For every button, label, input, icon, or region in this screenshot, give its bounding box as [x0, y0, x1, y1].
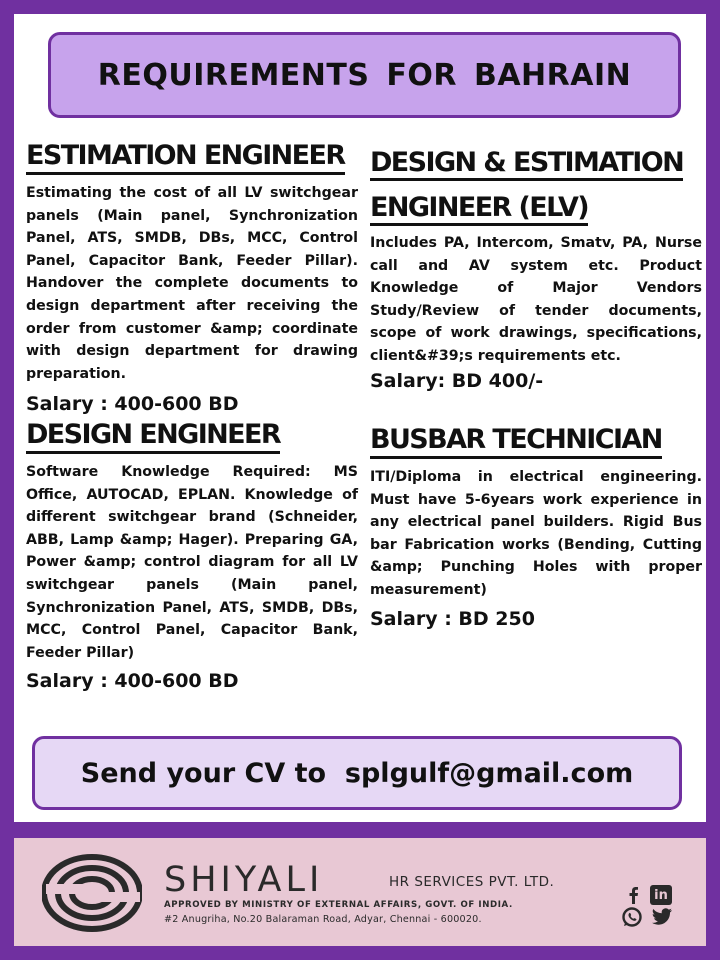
company-name: SHIYALI: [164, 860, 324, 900]
job-salary: Salary : 400-600 BD: [26, 670, 239, 693]
job-title: ESTIMATION ENGINEER: [26, 140, 345, 175]
approval-text: APPROVED BY MINISTRY OF EXTERNAL AFFAIRS, GOVT. OF INDIA.: [164, 900, 513, 910]
job-salary: Salary : 400-600 BD: [26, 393, 239, 416]
job-title: BUSBAR TECHNICIAN: [370, 424, 662, 459]
company-footer: [14, 838, 706, 946]
whatsapp-icon[interactable]: [620, 906, 644, 928]
job-title-line-1: DESIGN & ESTIMATION: [370, 147, 683, 181]
job-title: [370, 140, 683, 230]
company-subtitle: HR SERVICES PVT. LTD.: [389, 874, 555, 890]
job-salary: Salary: BD 400/-: [370, 369, 544, 392]
facebook-icon[interactable]: [624, 886, 642, 904]
job-description: Software Knowledge Required: MS Office, AUTOCAD, EPLAN. Knowledge of different switchgear brand (Schneider, ABB, Lamp &amp; Hager). Preparing GA, Power &amp; control diagram for all LV switchgear panels (Main panel, Synchronization Panel, ATS, SMDB, DBs, MCC, Control Panel, Capacitor Bank, Feeder Pillar): [26, 464, 358, 661]
page-title: REQUIREMENTS FOR BAHRAIN: [97, 57, 632, 93]
job-salary: Salary : BD 250: [370, 607, 535, 630]
linkedin-icon[interactable]: in: [650, 885, 672, 905]
job-title: DESIGN ENGINEER: [26, 419, 280, 454]
job-description: ITI/Diploma in electrical engineering. Must have 5-6years work experience in any electrical panel builders. Rigid Bus bar Fabrication works (Bending, Cutting &amp; Punching Holes with proper measurement): [370, 469, 702, 598]
title-banner: [48, 32, 681, 118]
job-estimation-engineer: [26, 140, 358, 415]
company-address: #2 Anugriha, No.20 Balaraman Road, Adyar, Chennai - 600020.: [164, 914, 482, 925]
twitter-icon[interactable]: [650, 906, 674, 928]
cv-email-text[interactable]: Send your CV to splgulf@gmail.com: [80, 757, 634, 789]
job-description: Estimating the cost of all LV switchgear panels (Main panel, Synchronization Panel, ATS, SMDB, DBs, MCC, Control Panel, Capacitor Bank, Feeder Pillar). Handover the complete documents to design department after receiving the order from customer &amp; coordinate with design department for drawing preparation.: [26, 185, 358, 382]
shiyali-logo-icon: [42, 854, 142, 932]
cv-callout: [32, 736, 682, 810]
job-busbar-technician: [370, 424, 702, 630]
job-design-estimation-engineer: [370, 140, 702, 392]
job-description: Includes PA, Intercom, Smatv, PA, Nurse call and AV system etc. Product Knowledge of Major Vendors Study/Review of tender documents, scope of work drawings, specifications, client&#39;s requirements etc.: [370, 235, 702, 364]
poster-sheet: [14, 14, 706, 822]
job-design-engineer: [26, 419, 358, 692]
job-title-line-2: ENGINEER (ELV): [370, 192, 588, 226]
